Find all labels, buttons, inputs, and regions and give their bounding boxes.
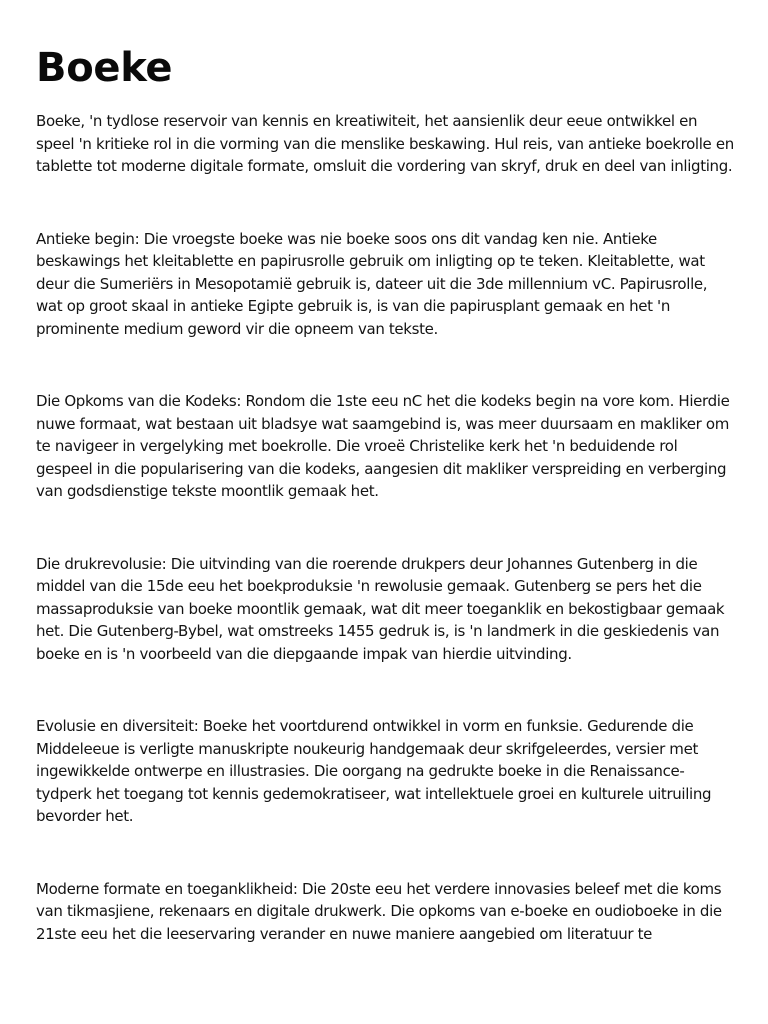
paragraph-ancient-beginnings: Antieke begin: Die vroegste boeke was nie boeke soos ons dit vandag ken nie. Antieke beskawings het kleitablette en papirusrolle gebruik om inligting op te teken. Kleitablette, wat deur die Sumeriërs in Mesopotamië gebruik is, dateer uit die 3de millennium vC. Papirusrolle, wat op groot skaal in antieke Egipte gebruik is, is van die papirusplant gemaak en het 'n prominente medium geword vir die opneem van tekste. xyxy=(36,229,708,338)
paragraph-modern-formats: Moderne formate en toeganklikheid: Die 20ste eeu het verdere innovasies beleef met die koms van tikmasjiene, rekenaars en digitale drukwerk. Die opkoms van e-boeke en oudioboeke in die 21ste eeu het die leeservaring verander en nuwe maniere aangebied om literatuur te xyxy=(36,879,722,943)
paragraph-evolution-diversity: Evolusie en diversiteit: Boeke het voortdurend ontwikkel in vorm en funksie. Gedurende die Middeleeue is verligte manuskripte noukeurig handgemaak deur skrifgeleerdes, versier met ingewikkelde ontwerpe en illustrasies. Die oorgang na gedrukte boeke in die Renaissance-tydperk het toegang tot kennis gedemokratiseer, wat intellektuele groei en kulturele uitruiling bevorder het. xyxy=(36,717,712,825)
paragraph-printing-revolution: Die drukrevolusie: Die uitvinding van die roerende drukpers deur Johannes Gutenberg in die middel van die 15de eeu het boekproduksie 'n rewolusie gemaak. Gutenberg se pers het die massaproduksie van boeke moontlik gemaak, wat dit meer toeganklik en bekostigbaar gemaak het. Die Gutenberg-Bybel, wat omstreeks 1455 gedruk is, is 'n landmerk in die geskiedenis van boeke en is 'n voorbeeld van die diepgaande impak van hierdie uitvinding. xyxy=(36,554,725,663)
paragraph-rise-of-codex: Die Opkoms van die Kodeks: Rondom die 1ste eeu nC het die kodeks begin na vore kom. Hierdie nuwe formaat, wat bestaan uit bladsye wat saamgebind is, was meer duursaam en makliker om te navigeer in vergelyking met boekrolle. Die vroeë Christelike kerk het 'n beduidende rol gespeel in die popularisering van die kodeks, aangesien dit makliker verspreiding en verberging van godsdienstige tekste moontlik gemaak het. xyxy=(36,392,730,500)
page-title: Boeke xyxy=(36,45,173,91)
document-body xyxy=(36,110,736,945)
paragraph-intro: Boeke, 'n tydlose reservoir van kennis en kreatiwiteit, het aansienlik deur eeue ontwikkel en speel 'n kritieke rol in die vorming van die menslike beskawing. Hul reis, van antieke boekrolle en tablette tot moderne digitale formate, omsluit die vordering van skryf, druk en deel van inligting. xyxy=(36,112,734,175)
document-page xyxy=(36,40,736,995)
